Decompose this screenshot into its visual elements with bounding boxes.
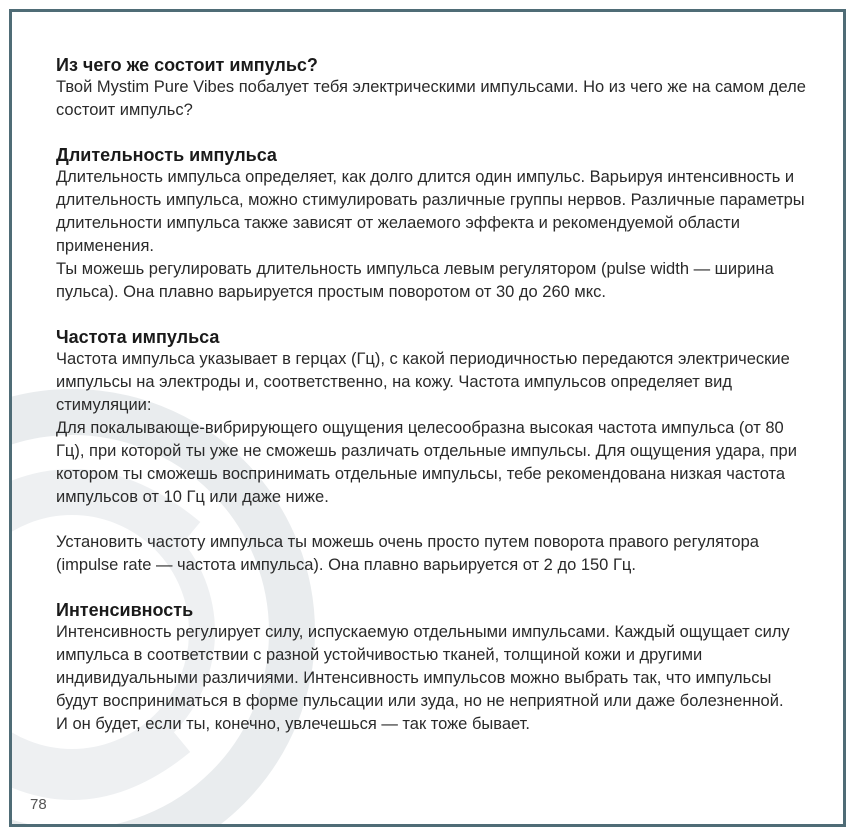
section-intensity: [56, 599, 806, 736]
paragraph: Установить частоту импульса ты можешь очень просто путем поворота правого регулятора (impulse rate — частота импульса). Она плавно варьируется от 2 до 150 Гц.: [56, 533, 759, 574]
section-heading: Из чего же состоит импульс?: [56, 55, 318, 75]
paragraph: Ты можешь регулировать длительность импульса левым регулятором (pulse width — ширина пульса). Она плавно варьируется простым поворотом от 30 до 260 мкс.: [56, 260, 774, 301]
paragraph: Для покалывающе-вибрирующего ощущения целесообразна высокая частота импульса (от 80 Гц), при которой ты уже не сможешь различать отдельные импульсы. Для ощущения удара, при котором ты сможешь воспринимать отдельные импульсы, тебе рекомендована низкая частота импульсов от 10 Гц или даже ниже.: [56, 419, 797, 506]
paragraph: И он будет, если ты, конечно, увлечешься — так тоже бывает.: [56, 715, 530, 733]
section-pulse-width: [56, 144, 806, 304]
paragraph-spacer: [56, 509, 806, 531]
paragraph: Частота импульса указывает в герцах (Гц), с какой периодичностью передаются электрические импульсы на электроды и, соответственно, на кожу. Частота импульсов определяет вид стимуляции:: [56, 350, 790, 414]
page-frame: [9, 9, 846, 827]
section-heading: Длительность импульса: [56, 145, 277, 165]
document-content: [56, 54, 806, 758]
section-pulse-rate: [56, 326, 806, 577]
paragraph: Интенсивность регулирует силу, испускаемую отдельными импульсами. Каждый ощущает силу импульса в соответствии с разной устойчивостью тканей, толщиной кожи и другими индивидуальными различиями. Интенсивность импульсов можно выбрать так, что импульсы будут восприниматься в форме пульсации или зуда, но не неприятной или даже болезненной.: [56, 623, 790, 710]
section-pulse-composition: [56, 54, 806, 122]
paragraph: Твой Mystim Pure Vibes побалует тебя электрическими импульсами. Но из чего же на самом деле состоит импульс?: [56, 78, 806, 119]
paragraph: Длительность импульса определяет, как долго длится один импульс. Варьируя интенсивность и длительность импульса, можно стимулировать различные группы нервов. Различные параметры длительности импульса также зависят от желаемого эффекта и рекомендуемой области применения.: [56, 168, 805, 255]
page-number: 78: [30, 796, 47, 813]
section-heading: Частота импульса: [56, 327, 220, 347]
section-heading: Интенсивность: [56, 600, 194, 620]
